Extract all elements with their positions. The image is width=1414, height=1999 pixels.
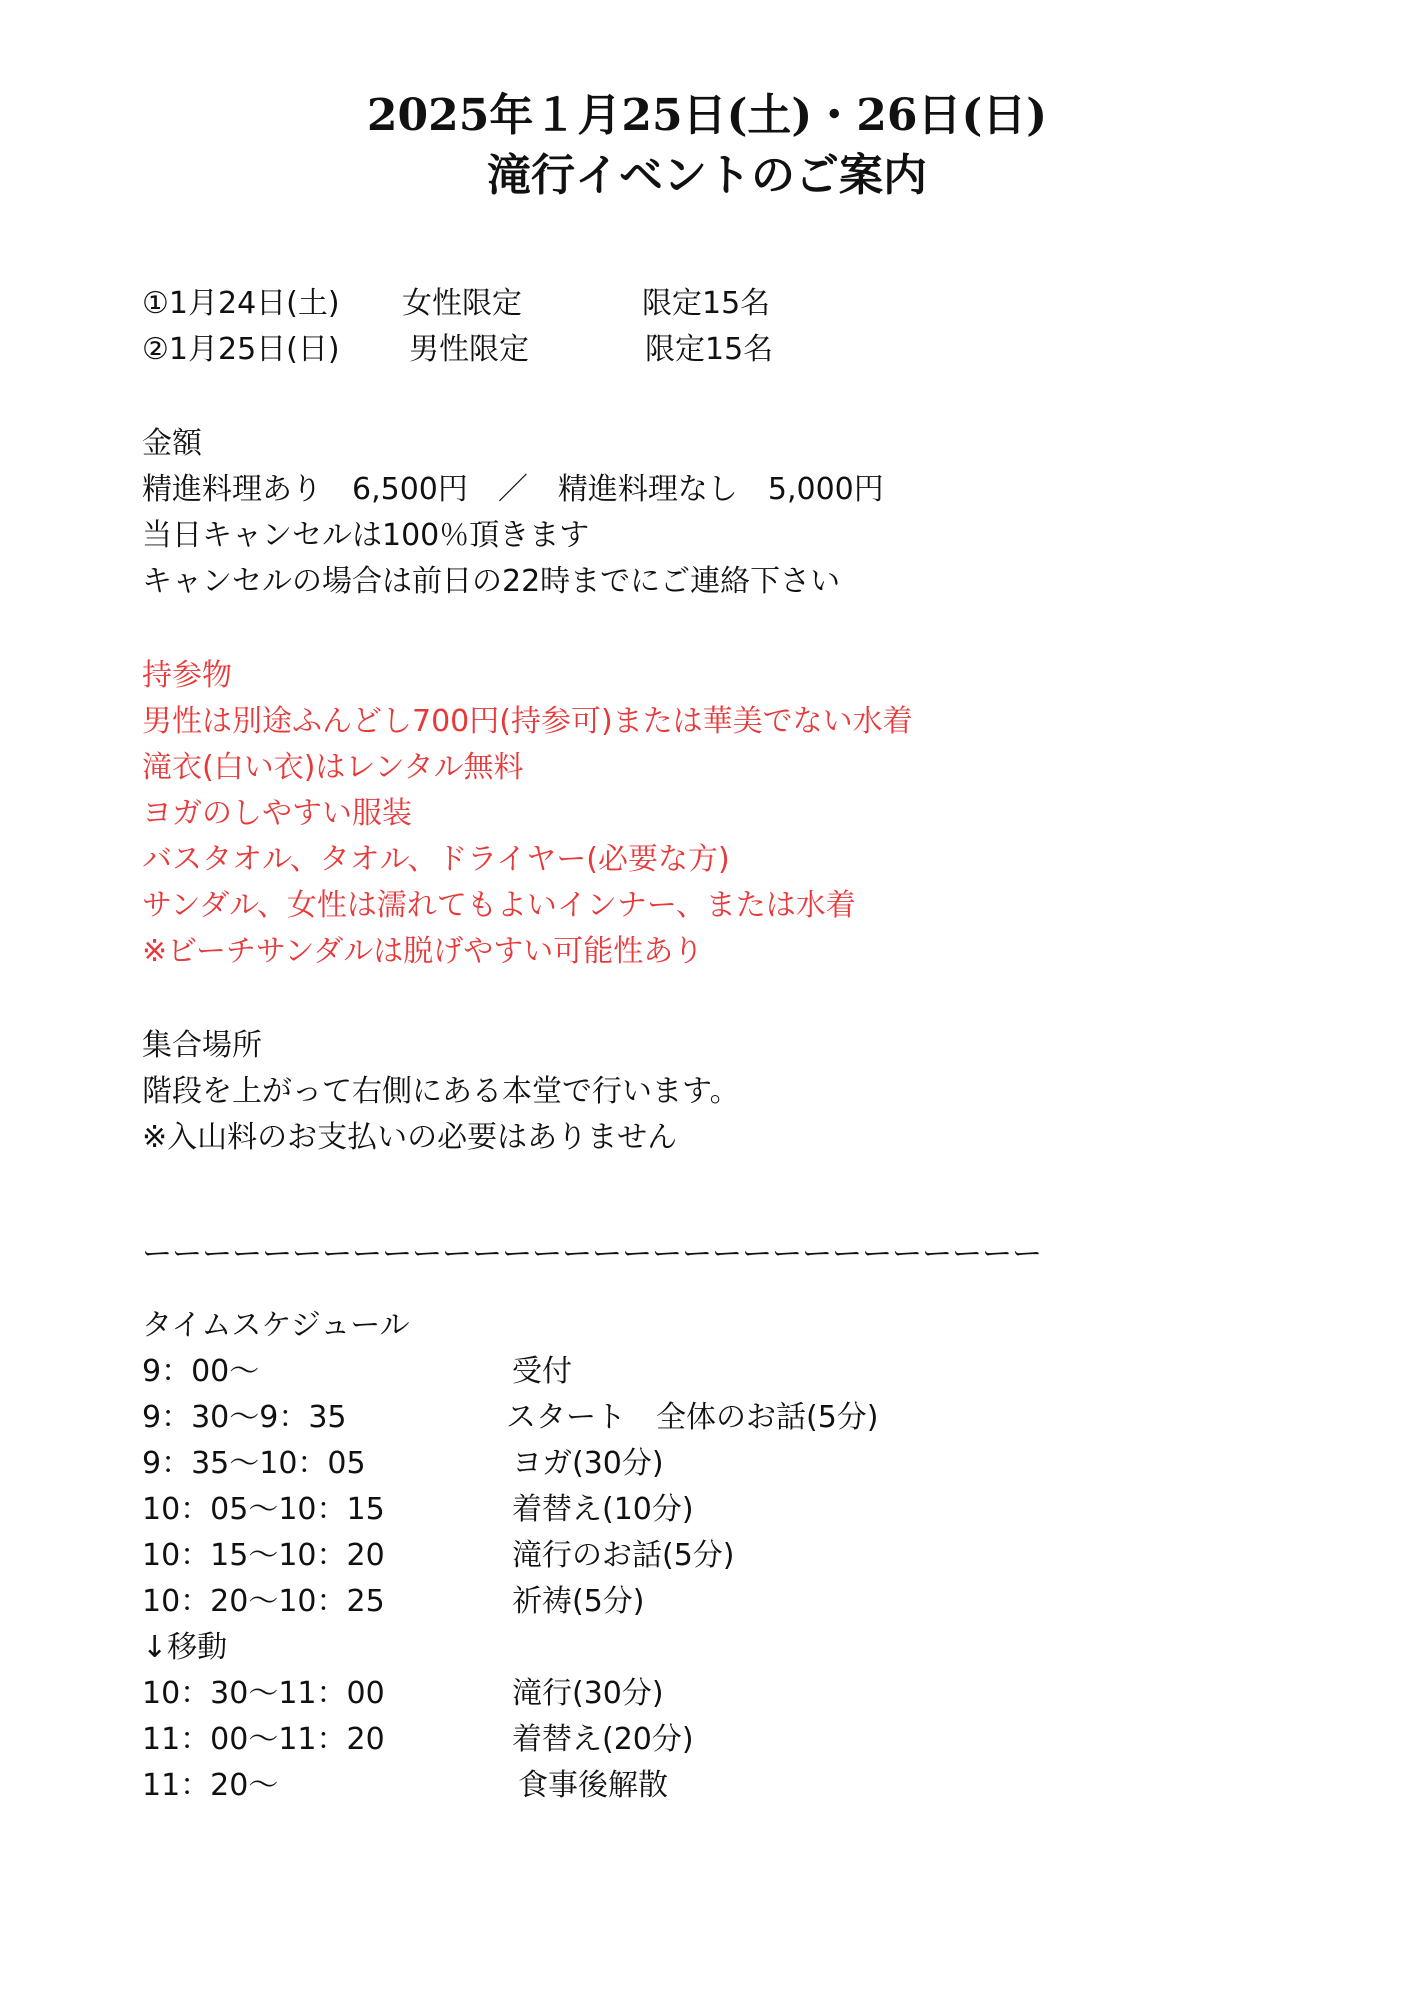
schedule-activity: 滝行のお話(5分) [512,1538,735,1573]
schedule-activity: ヨガ(30分) [512,1446,664,1481]
schedule-activity: 着替え(20分) [512,1722,694,1757]
schedule-time: 10：30～11：00 [142,1676,385,1711]
price-heading: 金額 [142,426,202,461]
schedule-time: 10：05～10：15 [142,1492,385,1527]
schedule-activity: スタート 全体のお話(5分) [506,1400,879,1435]
schedule-time: 11：00～11：20 [142,1722,385,1757]
belongings-item: バスタオル、タオル、ドライヤー(必要な方) [142,842,730,877]
meeting-heading: 集合場所 [142,1028,262,1063]
session-capacity: 限定15名 [642,286,771,321]
belongings-item: ヨガのしやすい服装 [142,796,412,831]
schedule-time: 10：20～10：25 [142,1584,385,1619]
schedule-time: 9：00～ [142,1354,260,1389]
schedule-activity: 祈祷(5分) [512,1584,645,1619]
schedule-heading: タイムスケジュール [142,1308,410,1343]
cancel-policy: 当日キャンセルは100％頂きます [142,518,590,553]
meeting-location: 階段を上がって右側にある本堂で行います。 [142,1074,740,1109]
schedule-time: 9：30～9：35 [142,1400,347,1435]
section-divider: ーーーーーーーーーーーーーーーーーーーーーーーーーーーーーー [142,1237,1042,1272]
meeting-note: ※入山料のお支払いの必要はありません [142,1120,678,1155]
price-line: 精進料理あり 6,500円 ／ 精進料理なし 5,000円 [142,472,884,507]
belongings-item: 男性は別途ふんどし700円(持参可)または華美でない水着 [142,704,913,739]
schedule-activity: 着替え(10分) [512,1492,694,1527]
session-label: ②1月25日(日) [142,332,340,367]
schedule-activity: 受付 [512,1354,572,1389]
session-label: ①1月24日(土) [142,286,340,321]
session-target: 男性限定 [409,332,529,367]
schedule-activity: 滝行(30分) [512,1676,664,1711]
schedule-time: 10：15～10：20 [142,1538,385,1573]
title-event: 滝行イベントのご案内 [487,150,927,201]
schedule-time: 9：35～10：05 [142,1446,366,1481]
belongings-item: 滝衣(白い衣)はレンタル無料 [142,750,524,785]
session-capacity: 限定15名 [645,332,774,367]
move-label: ↓移動 [142,1630,228,1665]
belongings-item: サンダル、女性は濡れてもよいインナー、または水着 [142,888,856,923]
session-target: 女性限定 [402,286,522,321]
belongings-item: ※ビーチサンダルは脱げやすい可能性あり [142,934,704,969]
schedule-activity: 食事後解散 [518,1768,668,1803]
schedule-time: 11：20～ [142,1768,279,1803]
title-date: 2025年１月25日(土)・26日(日) [366,90,1048,141]
belongings-heading: 持参物 [142,658,232,693]
cancel-deadline: キャンセルの場合は前日の22時までにご連絡下さい [142,564,841,599]
